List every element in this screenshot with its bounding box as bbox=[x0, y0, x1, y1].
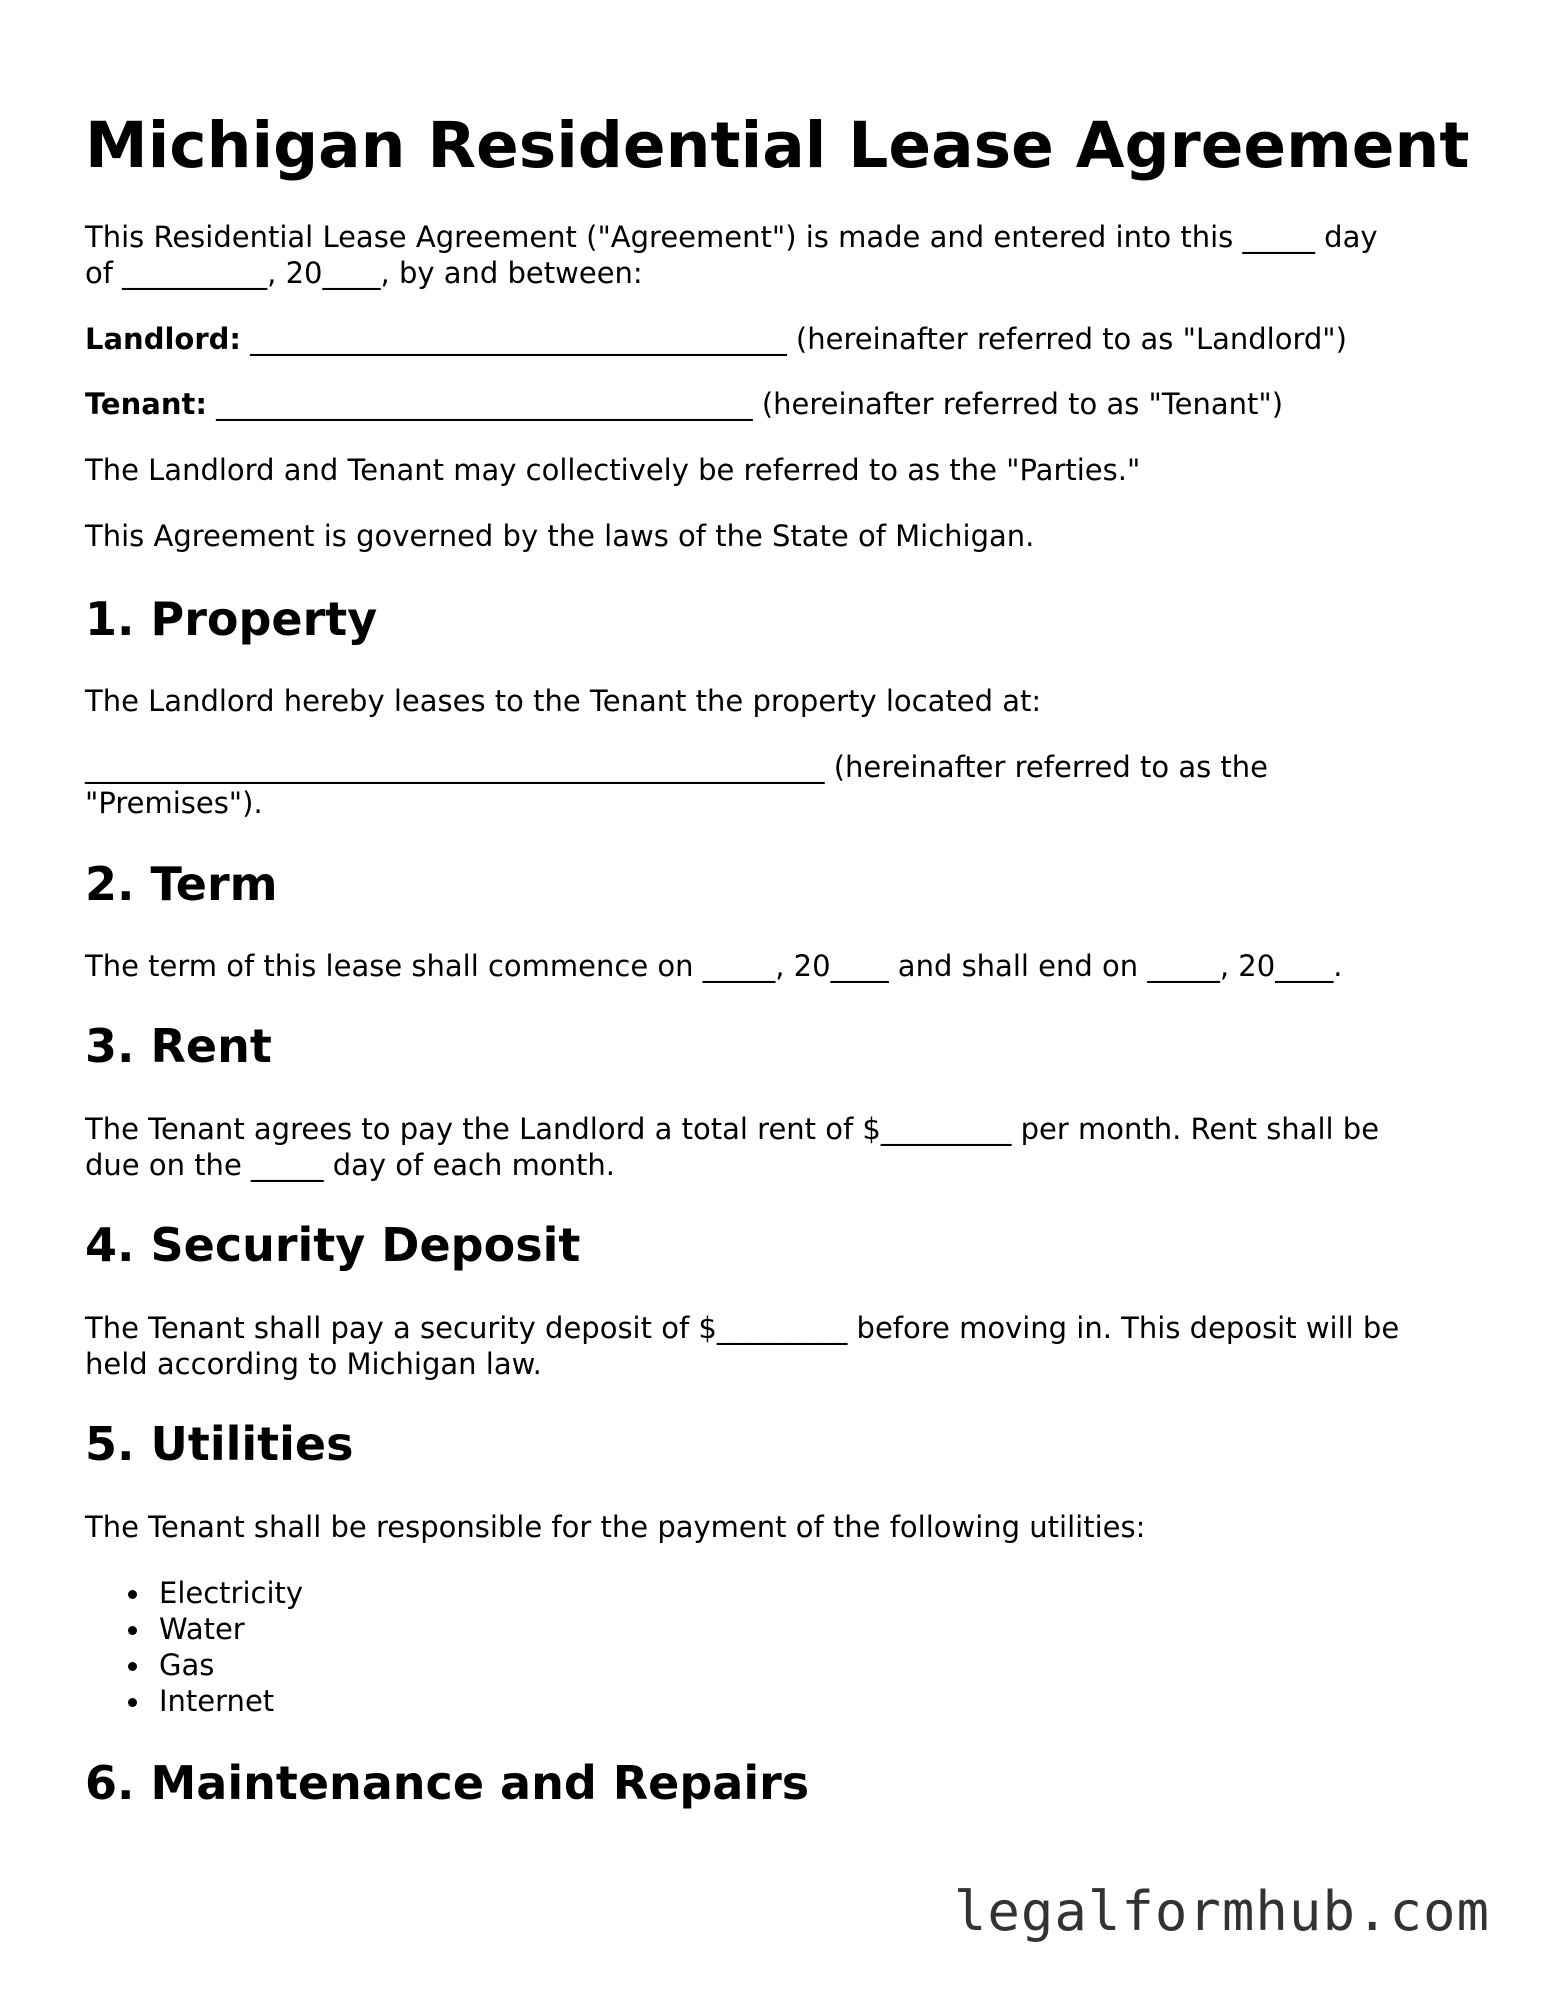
section-heading-term: 2. Term bbox=[85, 857, 278, 911]
utilities-list bbox=[85, 1575, 303, 1719]
list-item bbox=[85, 1647, 303, 1683]
landlord-blank-text: _____________________________________ (hereinafter referred to as "Landlord") bbox=[240, 322, 1347, 356]
utility-item-water: Water bbox=[159, 1612, 245, 1646]
section-heading-property: 1. Property bbox=[85, 592, 378, 646]
section-heading-rent: 3. Rent bbox=[85, 1019, 272, 1073]
term-line-1: The term of this lease shall commence on _____, 20____ and shall end on _____, 20____. bbox=[85, 949, 1343, 983]
section-heading-maintenance: 6. Maintenance and Repairs bbox=[85, 1756, 810, 1810]
tenant-line bbox=[85, 386, 1283, 422]
list-item bbox=[85, 1575, 303, 1611]
list-item bbox=[85, 1683, 303, 1719]
deposit-line-2: held according to Michigan law. bbox=[85, 1347, 542, 1381]
section-heading-utilities: 5. Utilities bbox=[85, 1417, 354, 1471]
parties-text: The Landlord and Tenant may collectively be referred to as the "Parties." bbox=[85, 453, 1141, 487]
governing-law-text: This Agreement is governed by the laws of the State of Michigan. bbox=[85, 519, 1035, 553]
utility-item-electricity: Electricity bbox=[159, 1576, 304, 1610]
property-line-3: "Premises"). bbox=[85, 786, 263, 820]
bullet-icon bbox=[128, 1698, 137, 1707]
utility-item-internet: Internet bbox=[159, 1684, 275, 1718]
bullet-icon bbox=[128, 1662, 137, 1671]
intro-line-2: of __________, 20____, by and between: bbox=[85, 256, 643, 290]
watermark-brand: legalformhub.com bbox=[953, 1880, 1490, 1943]
landlord-line bbox=[85, 321, 1347, 357]
section-heading-deposit: 4. Security Deposit bbox=[85, 1218, 581, 1272]
bullet-icon bbox=[128, 1590, 137, 1599]
document-title: Michigan Residential Lease Agreement bbox=[85, 109, 1470, 182]
utilities-line-1: The Tenant shall be responsible for the payment of the following utilities: bbox=[85, 1510, 1146, 1544]
intro-line-1: This Residential Lease Agreement ("Agreement") is made and entered into this _____ day bbox=[85, 220, 1378, 254]
tenant-label: Tenant: bbox=[85, 387, 207, 421]
property-line-2: ___________________________________________________ (hereinafter referred to as the bbox=[85, 750, 1269, 784]
property-line-1: The Landlord hereby leases to the Tenant the property located at: bbox=[85, 684, 1042, 718]
utility-item-gas: Gas bbox=[159, 1648, 215, 1682]
deposit-line-1: The Tenant shall pay a security deposit of $_________ before moving in. This deposit will be bbox=[85, 1311, 1400, 1345]
tenant-blank-text: _____________________________________ (hereinafter referred to as "Tenant") bbox=[206, 387, 1284, 421]
list-item bbox=[85, 1611, 303, 1647]
rent-line-2: due on the _____ day of each month. bbox=[85, 1148, 615, 1182]
landlord-label: Landlord: bbox=[85, 322, 241, 356]
rent-line-1: The Tenant agrees to pay the Landlord a total rent of $_________ per month. Rent shall be bbox=[85, 1112, 1380, 1146]
bullet-icon bbox=[128, 1626, 137, 1635]
